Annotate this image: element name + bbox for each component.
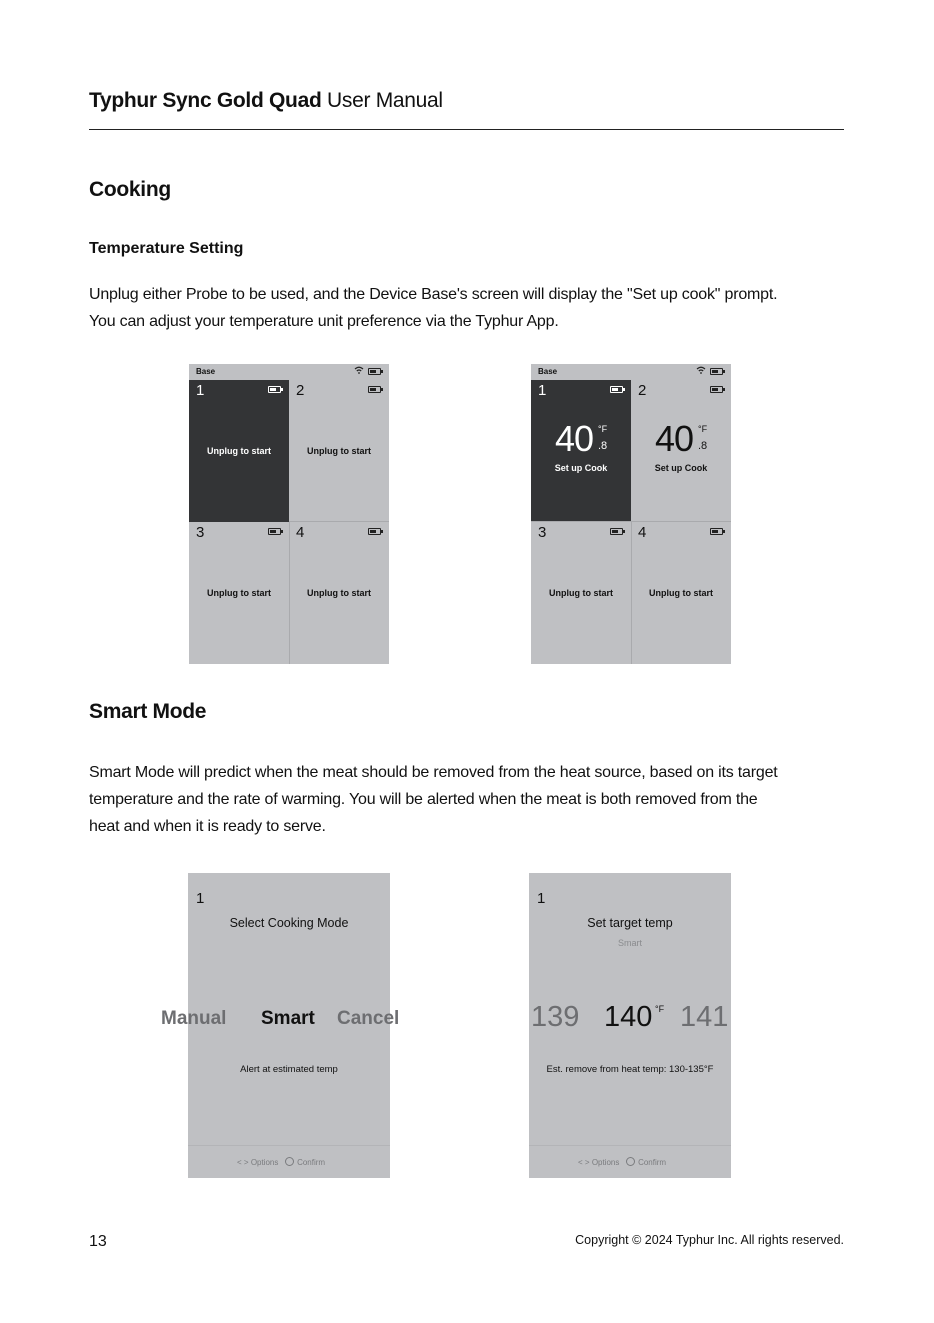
cell-divider — [531, 521, 731, 522]
paragraph-line: Unplug either Probe to be used, and the Device Base's screen will display the "Set up cook" prompt. — [89, 286, 778, 303]
cooking-paragraph — [89, 281, 777, 335]
temperature-unit: °F — [598, 424, 608, 434]
probe-cell-4 — [289, 522, 389, 664]
battery-icon — [268, 386, 281, 393]
screen-footer — [578, 1157, 666, 1167]
estimated-remove-temp: Est. remove from heat temp: 130-135°F — [546, 1064, 714, 1075]
manual-title — [89, 89, 443, 113]
smart-mode-heading: Smart Mode — [89, 700, 207, 723]
probe-number: 1 — [538, 382, 547, 399]
left-right-arrows-icon: < > — [237, 1158, 249, 1167]
probe-number: 4 — [638, 524, 647, 541]
left-right-arrows-icon: < > — [578, 1158, 590, 1167]
probe-cell-2 — [289, 380, 389, 522]
probe-number: 1 — [537, 890, 546, 907]
mode-option-manual[interactable]: Manual — [161, 1008, 227, 1029]
probe-number: 3 — [538, 524, 547, 541]
mode-option-cancel[interactable]: Cancel — [337, 1008, 400, 1029]
probe-cell-4 — [631, 522, 731, 664]
battery-icon — [710, 528, 723, 535]
temp-unit: °F — [655, 1004, 665, 1014]
paragraph-line: heat and when it is ready to serve. — [89, 818, 326, 835]
probe-cell-1 — [189, 380, 289, 522]
battery-icon — [610, 386, 623, 393]
confirm-label: Confirm — [638, 1158, 667, 1167]
mode-subtitle: Smart — [617, 938, 642, 948]
screen-title: Select Cooking Mode — [229, 916, 349, 930]
footer-divider — [188, 1145, 390, 1146]
probe-status: Unplug to start — [649, 588, 713, 598]
status-bar — [189, 364, 389, 380]
wifi-icon — [354, 366, 364, 374]
wifi-icon — [696, 366, 706, 374]
device-screen-select-mode — [161, 873, 400, 1178]
page-number: 13 — [89, 1233, 107, 1250]
probe-status: Unplug to start — [307, 588, 371, 598]
temperature-decimal: .8 — [598, 440, 608, 452]
temp-option-lower[interactable]: 139 — [531, 1001, 580, 1033]
smart-mode-paragraph — [89, 759, 778, 840]
probe-number: 3 — [196, 524, 205, 541]
probe-number: 2 — [296, 382, 305, 399]
mode-description: Alert at estimated temp — [240, 1064, 338, 1075]
battery-icon — [368, 528, 381, 535]
probe-temperature: 40 — [655, 418, 694, 459]
probe-status: Unplug to start — [207, 446, 271, 456]
probe-status: Unplug to start — [549, 588, 613, 598]
temp-option-selected[interactable]: 140 — [604, 1001, 653, 1033]
mode-option-smart[interactable]: Smart — [261, 1008, 315, 1029]
probe-temperature: 40 — [555, 418, 594, 459]
setup-cook-prompt: Set up Cook — [654, 463, 708, 473]
paragraph-line: You can adjust your temperature unit preference via the Typhur App. — [89, 313, 559, 330]
footer-divider — [529, 1145, 731, 1146]
options-label: Options — [250, 1158, 279, 1167]
device-screen-unplug — [189, 364, 389, 664]
probe-number: 1 — [196, 890, 205, 907]
cell-divider — [289, 522, 290, 664]
paragraph-line: temperature and the rate of warming. You will be alerted when the meat is both removed from the — [89, 791, 758, 808]
cooking-heading: Cooking — [89, 178, 171, 201]
cell-divider — [631, 522, 632, 664]
battery-icon — [368, 386, 381, 393]
screen-footer — [237, 1157, 325, 1167]
temp-option-higher[interactable]: 141 — [680, 1001, 729, 1033]
cell-divider — [289, 521, 389, 522]
confirm-label: Confirm — [297, 1158, 326, 1167]
product-name: Typhur Sync Gold Quad — [89, 89, 322, 112]
status-bar — [531, 364, 731, 380]
probe-cell-3 — [531, 522, 631, 664]
device-screen-target-temp — [529, 873, 731, 1178]
base-label: Base — [196, 367, 216, 376]
copyright-notice: Copyright © 2024 Typhur Inc. All rights reserved. — [575, 1233, 844, 1247]
probe-status: Unplug to start — [207, 588, 271, 598]
probe-number: 1 — [196, 382, 205, 399]
screen-title: Set target temp — [587, 916, 673, 930]
temperature-setting-heading: Temperature Setting — [89, 240, 244, 257]
probe-number: 2 — [638, 382, 647, 399]
battery-icon — [710, 386, 723, 393]
probe-status: Unplug to start — [307, 446, 371, 456]
battery-icon — [610, 528, 623, 535]
temperature-decimal: .8 — [698, 440, 708, 452]
probe-cell-2 — [631, 380, 731, 522]
confirm-circle-icon — [626, 1157, 635, 1166]
confirm-circle-icon — [285, 1157, 294, 1166]
probe-cell-3 — [189, 522, 289, 664]
base-label: Base — [538, 367, 558, 376]
setup-cook-prompt: Set up Cook — [554, 463, 608, 473]
battery-icon — [268, 528, 281, 535]
probe-number: 4 — [296, 524, 305, 541]
manual-label: User Manual — [327, 89, 443, 112]
device-screen-setup — [531, 364, 731, 664]
paragraph-line: Smart Mode will predict when the meat should be removed from the heat source, based on its target — [89, 764, 778, 781]
temperature-unit: °F — [698, 424, 708, 434]
battery-icon — [368, 368, 381, 375]
options-label: Options — [591, 1158, 620, 1167]
probe-cell-1 — [531, 380, 631, 522]
header-divider — [89, 129, 844, 130]
battery-icon — [710, 368, 723, 375]
